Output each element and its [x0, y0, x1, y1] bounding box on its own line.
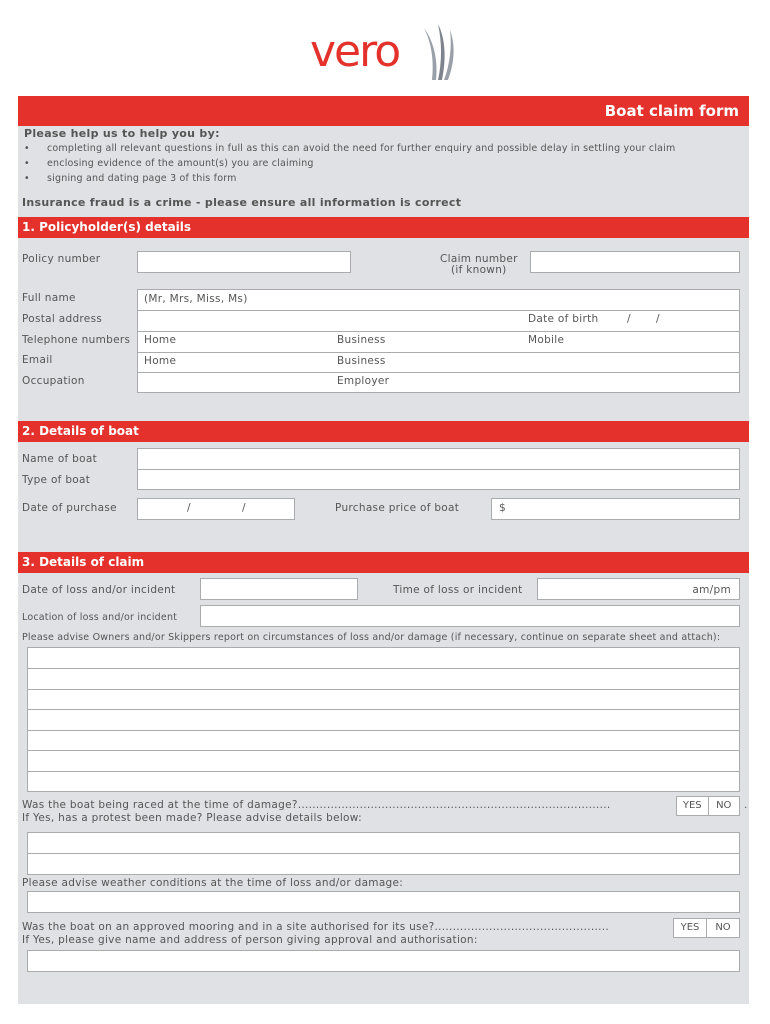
currency-symbol: $ [499, 502, 506, 514]
email-label: Email [22, 354, 53, 366]
location-input[interactable] [200, 605, 740, 627]
location-label: Location of loss and/or incident [22, 612, 178, 623]
section-3-title: 3. Details of claim [22, 555, 145, 569]
date-of-loss-input[interactable] [200, 578, 358, 600]
time-of-loss-label: Time of loss or incident [393, 584, 523, 596]
vero-logo [300, 26, 470, 88]
tel-mobile-label: Mobile [528, 334, 565, 346]
name-of-boat-input[interactable] [138, 449, 739, 468]
dob-separator: / [656, 313, 660, 325]
section-1-title: 1. Policyholder(s) details [22, 220, 192, 234]
claim-number-note: (if known) [451, 264, 507, 276]
date-of-loss-label: Date of loss and/or incident [22, 584, 176, 596]
raced-no-option[interactable]: NO [708, 797, 740, 815]
occupation-input[interactable] [138, 373, 328, 392]
form-title: Boat claim form [604, 102, 739, 120]
date-of-purchase-input[interactable] [137, 498, 295, 520]
claim-number-input[interactable] [530, 251, 740, 273]
claim-number-label: Claim number [440, 253, 518, 265]
full-name-label: Full name [22, 292, 76, 304]
bullet-icon: • [24, 158, 30, 169]
bullet-icon: • [24, 143, 30, 154]
form-header-bar [18, 96, 749, 126]
policy-number-input[interactable] [137, 251, 351, 273]
trailing-dot: . [744, 799, 748, 811]
weather-prompt: Please advise weather conditions at the time of loss and/or damage: [22, 877, 404, 889]
policy-number-label: Policy number [22, 253, 101, 265]
occupation-label: Occupation [22, 375, 85, 387]
intro-bullet-2: enclosing evidence of the amount(s) you are claiming [47, 158, 314, 169]
dop-separator: / [187, 502, 191, 514]
full-name-hint: (Mr, Mrs, Miss, Ms) [144, 293, 248, 305]
section-3-bar [18, 552, 749, 573]
section-1-bar [18, 217, 749, 238]
mooring-question: Was the boat on an approved mooring and in a site authorised for its use?................................................ [22, 921, 610, 933]
mooring-yes-option[interactable]: YES [680, 922, 700, 933]
section-2-title: 2. Details of boat [22, 424, 139, 438]
report-textarea[interactable] [27, 647, 740, 792]
bullet-icon: • [24, 173, 30, 184]
email-business-input[interactable] [330, 352, 738, 372]
weather-input[interactable] [27, 891, 740, 913]
intro-heading: Please help us to help you by: [24, 127, 220, 140]
tel-home-label: Home [144, 334, 177, 346]
date-of-birth-label: Date of birth [528, 313, 599, 325]
postal-address-label: Postal address [22, 313, 103, 325]
logo-text: vero [310, 26, 400, 77]
purchase-price-label: Purchase price of boat [335, 502, 460, 514]
email-home-label: Home [144, 355, 177, 367]
approval-input[interactable] [27, 950, 740, 972]
employer-input[interactable] [330, 373, 738, 392]
purchase-price-input[interactable] [491, 498, 740, 520]
ampm-label: am/pm [692, 584, 731, 596]
section-2-bar [18, 421, 749, 442]
mooring-no-option[interactable]: NO [706, 919, 739, 937]
mooring-yes-no [673, 918, 740, 938]
date-of-purchase-label: Date of purchase [22, 502, 117, 514]
report-prompt: Please advise Owners and/or Skippers report on circumstances of loss and/or damage (if necessary, continue on separate sheet and attach): [22, 632, 721, 643]
time-of-loss-input[interactable] [537, 578, 740, 600]
tel-business-label: Business [337, 334, 386, 346]
employer-label: Employer [337, 375, 390, 387]
intro-bullet-1: completing all relevant questions in full as this can avoid the need for further enquiry and possible delay in settling your claim [47, 143, 676, 154]
vero-sail-icon [418, 24, 468, 84]
postal-address-input[interactable] [138, 310, 739, 330]
dob-separator: / [627, 313, 631, 325]
protest-details-textarea[interactable] [27, 832, 740, 875]
email-business-label: Business [337, 355, 386, 367]
intro-bullet-3: signing and dating page 3 of this form [47, 173, 237, 184]
raced-yes-option[interactable]: YES [682, 800, 702, 811]
name-of-boat-label: Name of boat [22, 453, 98, 465]
type-of-boat-input[interactable] [138, 469, 739, 489]
raced-question: Was the boat being raced at the time of damage?...................................................................................... [22, 799, 611, 811]
fraud-warning: Insurance fraud is a crime - please ensure all information is correct [22, 196, 462, 209]
telephone-numbers-label: Telephone numbers [22, 334, 131, 346]
type-of-boat-label: Type of boat [22, 474, 91, 486]
approval-prompt: If Yes, please give name and address of person giving approval and authorisation: [22, 934, 478, 946]
protest-question: If Yes, has a protest been made? Please advise details below: [22, 812, 362, 824]
dop-separator: / [242, 502, 246, 514]
raced-yes-no [676, 796, 740, 816]
